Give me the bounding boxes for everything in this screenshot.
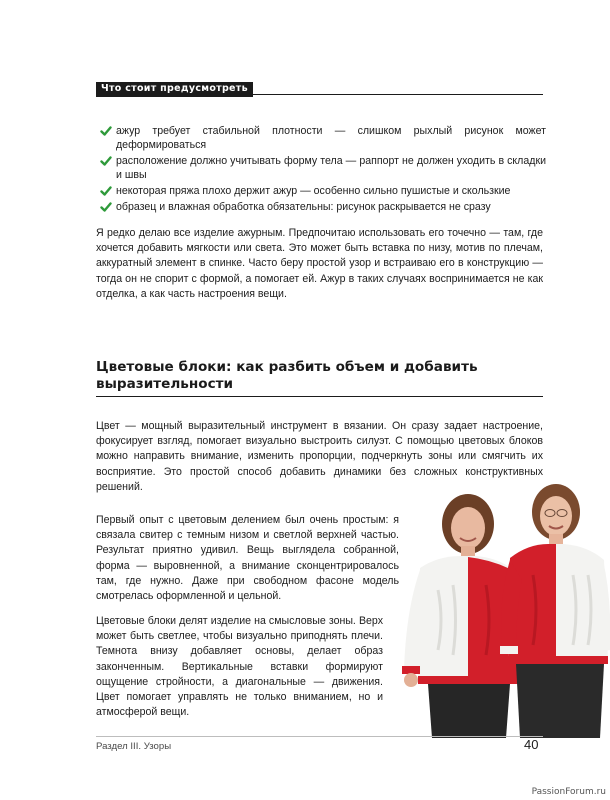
body-paragraph: Цветовые блоки делят изделие на смысловые зоны. Верх может быть светлее, чтобы визуально приподнять плечи. Темнота внизу добавляет основы, делает образ законченным. Вертикальные вставки формируют ощущение стройности, а диагональные — движения. Цвет помогает управлять не только вниманием, но и атмосферой вещи. — [96, 615, 383, 719]
checklist-text: расположение должно учитывать форму тела — раппорт не должен уходить в складки и швы — [116, 155, 546, 181]
checklist-text: некоторая пряжа плохо держит ажур — особенно сильно пушистые и скользкие — [116, 185, 511, 197]
checklist-item — [116, 124, 546, 152]
body-paragraph: Первый опыт с цветовым делением был очень простым: я связала свитер с темным низом и светлой верхней частью. Результат приятно удивил. Вещь выглядела собранной, форма — выровненной, а внимание сконцентрировалось там, где нужно. Даже при свободном фасоне модель смотрелась оформленной и цельной. — [96, 514, 399, 603]
intro-paragraph: Я редко делаю все изделие ажурным. Предпочитаю использовать его точечно — там, где хочется добавить мягкости или света. Это может быть вставка по низу, мотив по плечам, аккуратный элемент в спинке. Часто беру простой узор и встраиваю его в конструкцию — тогда он не спорит с формой, а помогает ей. Ажур в таких случаях воспринимается не как отделка, а как часть настроения вещи. — [96, 227, 543, 300]
checklist-item — [116, 154, 546, 182]
body-paragraph: Цвет — мощный выразительный инструмент в вязании. Он сразу задает настроение, фокусирует взгляд, помогает визуально выстроить силуэт. С помощью цветовых блоков можно направить внимание, изменить пропорции, подчеркнуть зоны или смягчить их восприятие. Это простой способ добавить динамики без сложных конструктивных решений. — [96, 420, 543, 493]
photo-two-women-colorblock-sweaters — [398, 480, 610, 738]
checklist-text: ажур требует стабильной плотности — слишком рыхлый рисунок может деформироваться — [116, 125, 546, 151]
heading-divider — [96, 396, 543, 397]
checkmark-icon — [100, 185, 112, 197]
checkmark-icon — [100, 201, 112, 213]
section-label: Что стоит предусмотреть — [96, 82, 253, 97]
checkmark-icon — [100, 125, 112, 137]
footer-divider — [96, 736, 543, 737]
checklist-item — [116, 184, 546, 198]
section-heading: Цветовые блоки: как разбить объем и добавить выразительности — [96, 359, 478, 392]
checklist-item — [116, 200, 546, 214]
page-number: 40 — [524, 737, 539, 752]
checklist — [116, 124, 546, 216]
checkmark-icon — [100, 155, 112, 167]
watermark: PassionForum.ru — [531, 787, 606, 797]
checklist-text: образец и влажная обработка обязательны: рисунок раскрывается не сразу — [116, 201, 491, 213]
footer-section: Раздел III. Узоры — [96, 741, 172, 752]
section-divider — [96, 94, 543, 95]
